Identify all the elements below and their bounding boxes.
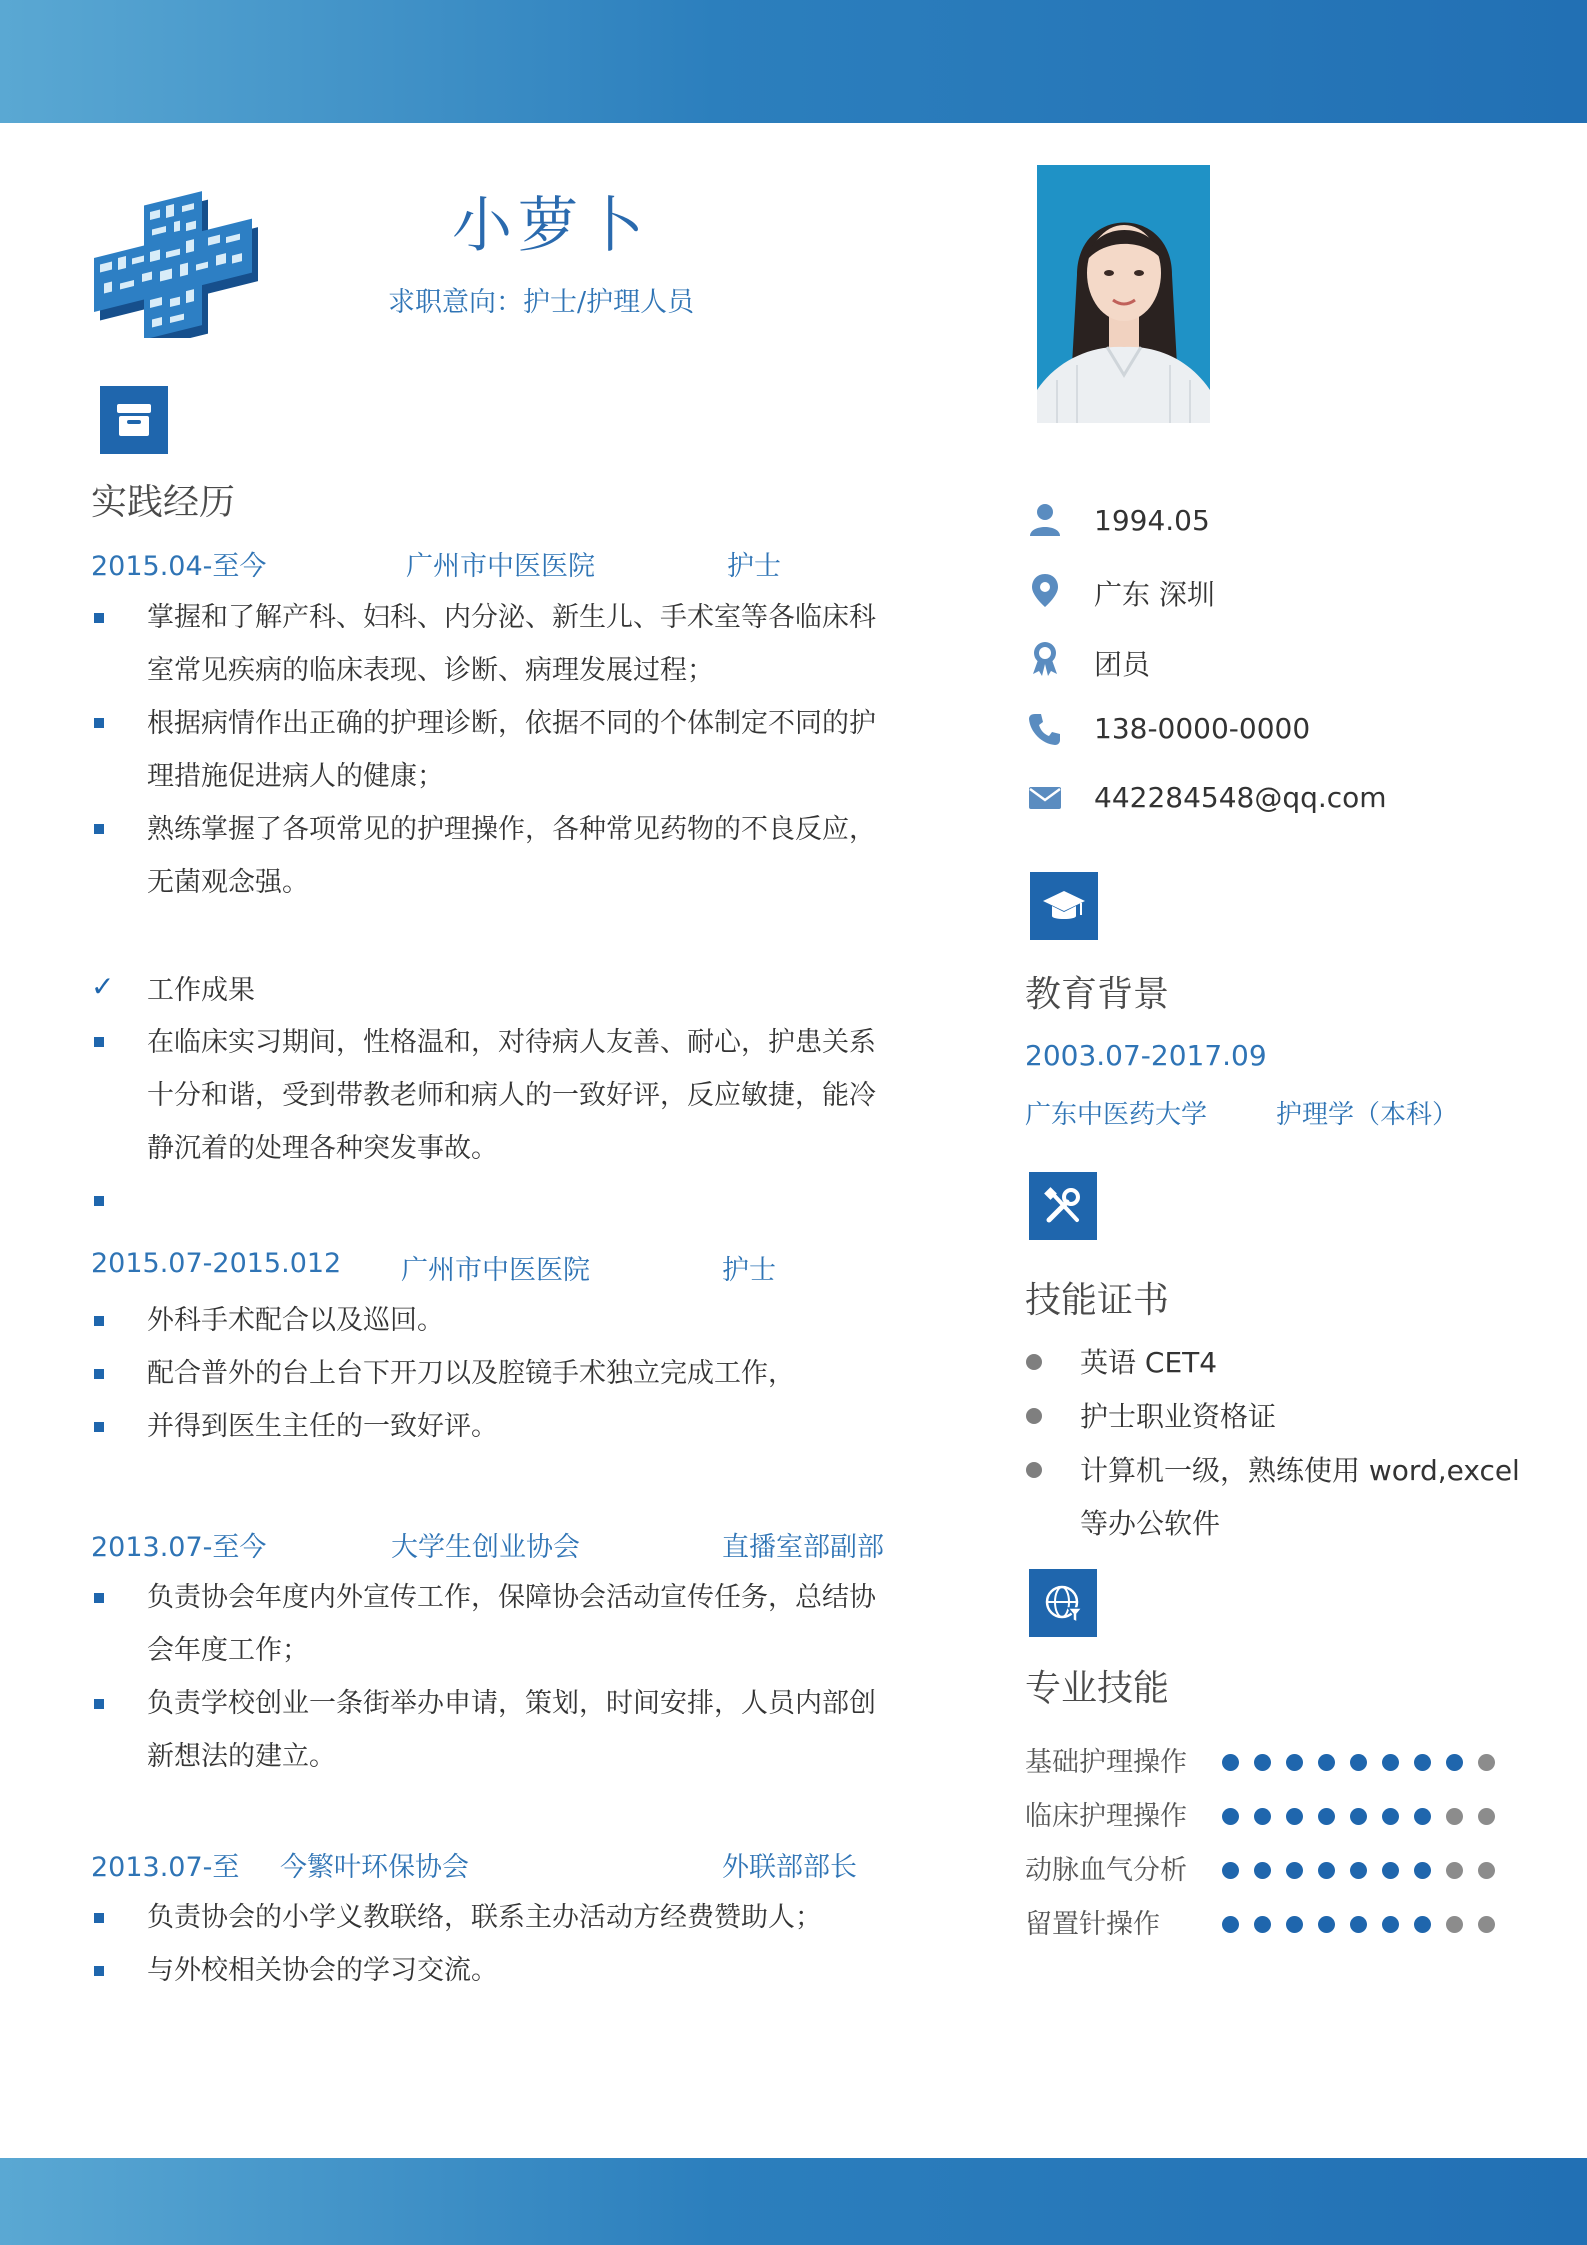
bullet-marker: [94, 1699, 104, 1709]
certificate-bullet: [1026, 1408, 1042, 1424]
entry-role: 直播室部副部: [722, 1532, 884, 1563]
bullet-marker-empty: [94, 1196, 104, 1206]
person-icon: [1027, 502, 1063, 538]
certificate-item: 英语 CET4: [1080, 1346, 1218, 1379]
certificate-bullet: [1026, 1354, 1042, 1370]
skill-name: 留置针操作: [1025, 1909, 1160, 1940]
entry-organization: 大学生创业协会: [391, 1532, 580, 1563]
skill-dot-filled: [1222, 1916, 1239, 1933]
bullet-text: 与外校相关协会的学习交流。: [147, 1955, 498, 1986]
checkmark-icon: ✓: [91, 970, 115, 1003]
skill-name: 临床护理操作: [1025, 1801, 1187, 1832]
skill-dot-filled: [1382, 1862, 1399, 1879]
skill-dot-filled: [1350, 1916, 1367, 1933]
skill-dot-filled: [1350, 1808, 1367, 1825]
entry-organization: 广州市中医医院: [401, 1255, 590, 1286]
skill-dot-filled: [1318, 1916, 1335, 1933]
bullet-text: 负责学校创业一条街举办申请，策划，时间安排，人员内部创 新想法的建立。: [147, 1688, 876, 1772]
skill-dot-filled: [1318, 1754, 1335, 1771]
entry-date: 2013.07-至今: [91, 1532, 267, 1563]
skill-dot-filled: [1222, 1808, 1239, 1825]
skill-dot-filled: [1286, 1862, 1303, 1879]
entry-date: 2015.07-2015.012: [91, 1248, 342, 1279]
skill-dot-filled: [1254, 1916, 1271, 1933]
mail-icon: [1027, 780, 1063, 816]
bullet-text: 根据病情作出正确的护理诊断，依据不同的个体制定不同的护 理措施促进病人的健康；: [147, 708, 876, 792]
skill-dot-filled: [1414, 1862, 1431, 1879]
skill-dot-filled: [1222, 1754, 1239, 1771]
bullet-text: 外科手术配合以及巡回。: [147, 1305, 444, 1336]
cross-logo: [86, 178, 282, 338]
bullet-text: 负责协会的小学义教联络，联系主办活动方经费赞助人；: [147, 1902, 822, 1933]
bullet-marker: [94, 824, 104, 834]
skill-dot-filled: [1382, 1754, 1399, 1771]
skill-dot-filled: [1222, 1862, 1239, 1879]
skill-name: 基础护理操作: [1025, 1747, 1187, 1778]
bullet-text: 并得到医生主任的一致好评。: [147, 1411, 498, 1442]
certificate-bullet: [1026, 1462, 1042, 1478]
bullet-marker: [94, 1369, 104, 1379]
section-title-certificates: 技能证书: [1025, 1280, 1170, 1321]
top-banner: [0, 0, 1587, 123]
skill-dot-filled: [1286, 1916, 1303, 1933]
award-ribbon-icon: [1027, 640, 1063, 676]
candidate-name: 小萝卜: [452, 191, 650, 261]
education-date: 2003.07-2017.09: [1025, 1039, 1267, 1072]
entry-role: 护士: [727, 551, 781, 582]
skill-dot-filled: [1414, 1754, 1431, 1771]
job-objective: 求职意向：护士/护理人员: [388, 287, 695, 318]
bullet-text: 配合普外的台上台下开刀以及腔镜手术独立完成工作，: [147, 1358, 795, 1389]
bullet-marker: [94, 1593, 104, 1603]
skill-dot-filled: [1414, 1808, 1431, 1825]
skill-dot-filled: [1318, 1862, 1335, 1879]
bullet-marker: [94, 1913, 104, 1923]
bullet-marker: [94, 1422, 104, 1432]
bullet-marker: [94, 1037, 104, 1047]
birth-date: 1994.05: [1094, 504, 1210, 537]
location-pin-icon: [1027, 572, 1063, 608]
entry-role: 护士: [722, 1255, 776, 1286]
entry-organization: 广州市中医医院: [406, 551, 595, 582]
entry-date: 2013.07-至: [91, 1852, 240, 1883]
section-title-skills: 专业技能: [1025, 1668, 1170, 1709]
email-address: 442284548@qq.com: [1094, 781, 1387, 814]
phone-number: 138-0000-0000: [1094, 712, 1311, 745]
bullet-marker: [94, 718, 104, 728]
skill-dot-filled: [1382, 1916, 1399, 1933]
skill-dot-filled: [1286, 1808, 1303, 1825]
globe-icon: [1029, 1569, 1097, 1637]
skill-dot-filled: [1446, 1754, 1463, 1771]
skill-dot-filled: [1286, 1754, 1303, 1771]
skill-dot-empty: [1446, 1916, 1463, 1933]
entry-date: 2015.04-至今: [91, 551, 267, 582]
skill-dot-filled: [1414, 1916, 1431, 1933]
certificate-item: 护士职业资格证: [1080, 1400, 1277, 1433]
education-major: 护理学（本科）: [1276, 1100, 1459, 1130]
bottom-banner: [0, 2158, 1587, 2245]
bullet-text: 负责协会年度内外宣传工作，保障协会活动宣传任务，总结协 会年度工作；: [147, 1582, 876, 1666]
skill-dot-empty: [1478, 1862, 1495, 1879]
education-school: 广东中医药大学: [1025, 1100, 1208, 1130]
bullet-text: 熟练掌握了各项常见的护理操作，各种常见药物的不良反应， 无菌观念强。: [147, 814, 876, 898]
tools-icon: [1029, 1172, 1097, 1240]
profile-photo: [1037, 165, 1210, 423]
bullet-text: 在临床实习期间，性格温和，对待病人友善、耐心，护患关系 十分和谐，受到带教老师和病人的一致好评，反应敏捷，能冷 静沉着的处理各种突发事故。: [147, 1027, 876, 1164]
skill-dot-filled: [1254, 1754, 1271, 1771]
phone-icon: [1027, 711, 1063, 747]
section-title-education: 教育背景: [1025, 974, 1170, 1015]
bullet-marker: [94, 613, 104, 623]
skill-dot-filled: [1350, 1754, 1367, 1771]
skill-dot-empty: [1478, 1754, 1495, 1771]
skill-dot-empty: [1478, 1916, 1495, 1933]
skill-dot-filled: [1254, 1808, 1271, 1825]
certificate-item: 计算机一级，熟练使用 word,excel 等办公软件: [1080, 1454, 1520, 1540]
skill-dot-filled: [1254, 1862, 1271, 1879]
section-title-experience: 实践经历: [91, 482, 236, 523]
skill-name: 动脉血气分析: [1025, 1855, 1187, 1886]
bullet-text: 掌握和了解产科、妇科、内分泌、新生儿、手术室等各临床科 室常见疾病的临床表现、诊断、病理发展过程；: [147, 602, 876, 686]
entry-organization: 今繁叶环保协会: [280, 1852, 469, 1883]
achievement-label: 工作成果: [147, 975, 255, 1006]
political-status: 团员: [1094, 648, 1151, 681]
bullet-marker: [94, 1316, 104, 1326]
skill-dot-filled: [1350, 1862, 1367, 1879]
skill-dot-filled: [1318, 1808, 1335, 1825]
archive-box-icon: [100, 386, 168, 454]
entry-role: 外联部部长: [722, 1852, 857, 1883]
graduation-cap-icon: [1030, 872, 1098, 940]
skill-dot-empty: [1446, 1862, 1463, 1879]
skill-dot-empty: [1446, 1808, 1463, 1825]
skill-dot-empty: [1478, 1808, 1495, 1825]
skill-dot-filled: [1382, 1808, 1399, 1825]
bullet-marker: [94, 1966, 104, 1976]
location: 广东 深圳: [1094, 578, 1215, 611]
